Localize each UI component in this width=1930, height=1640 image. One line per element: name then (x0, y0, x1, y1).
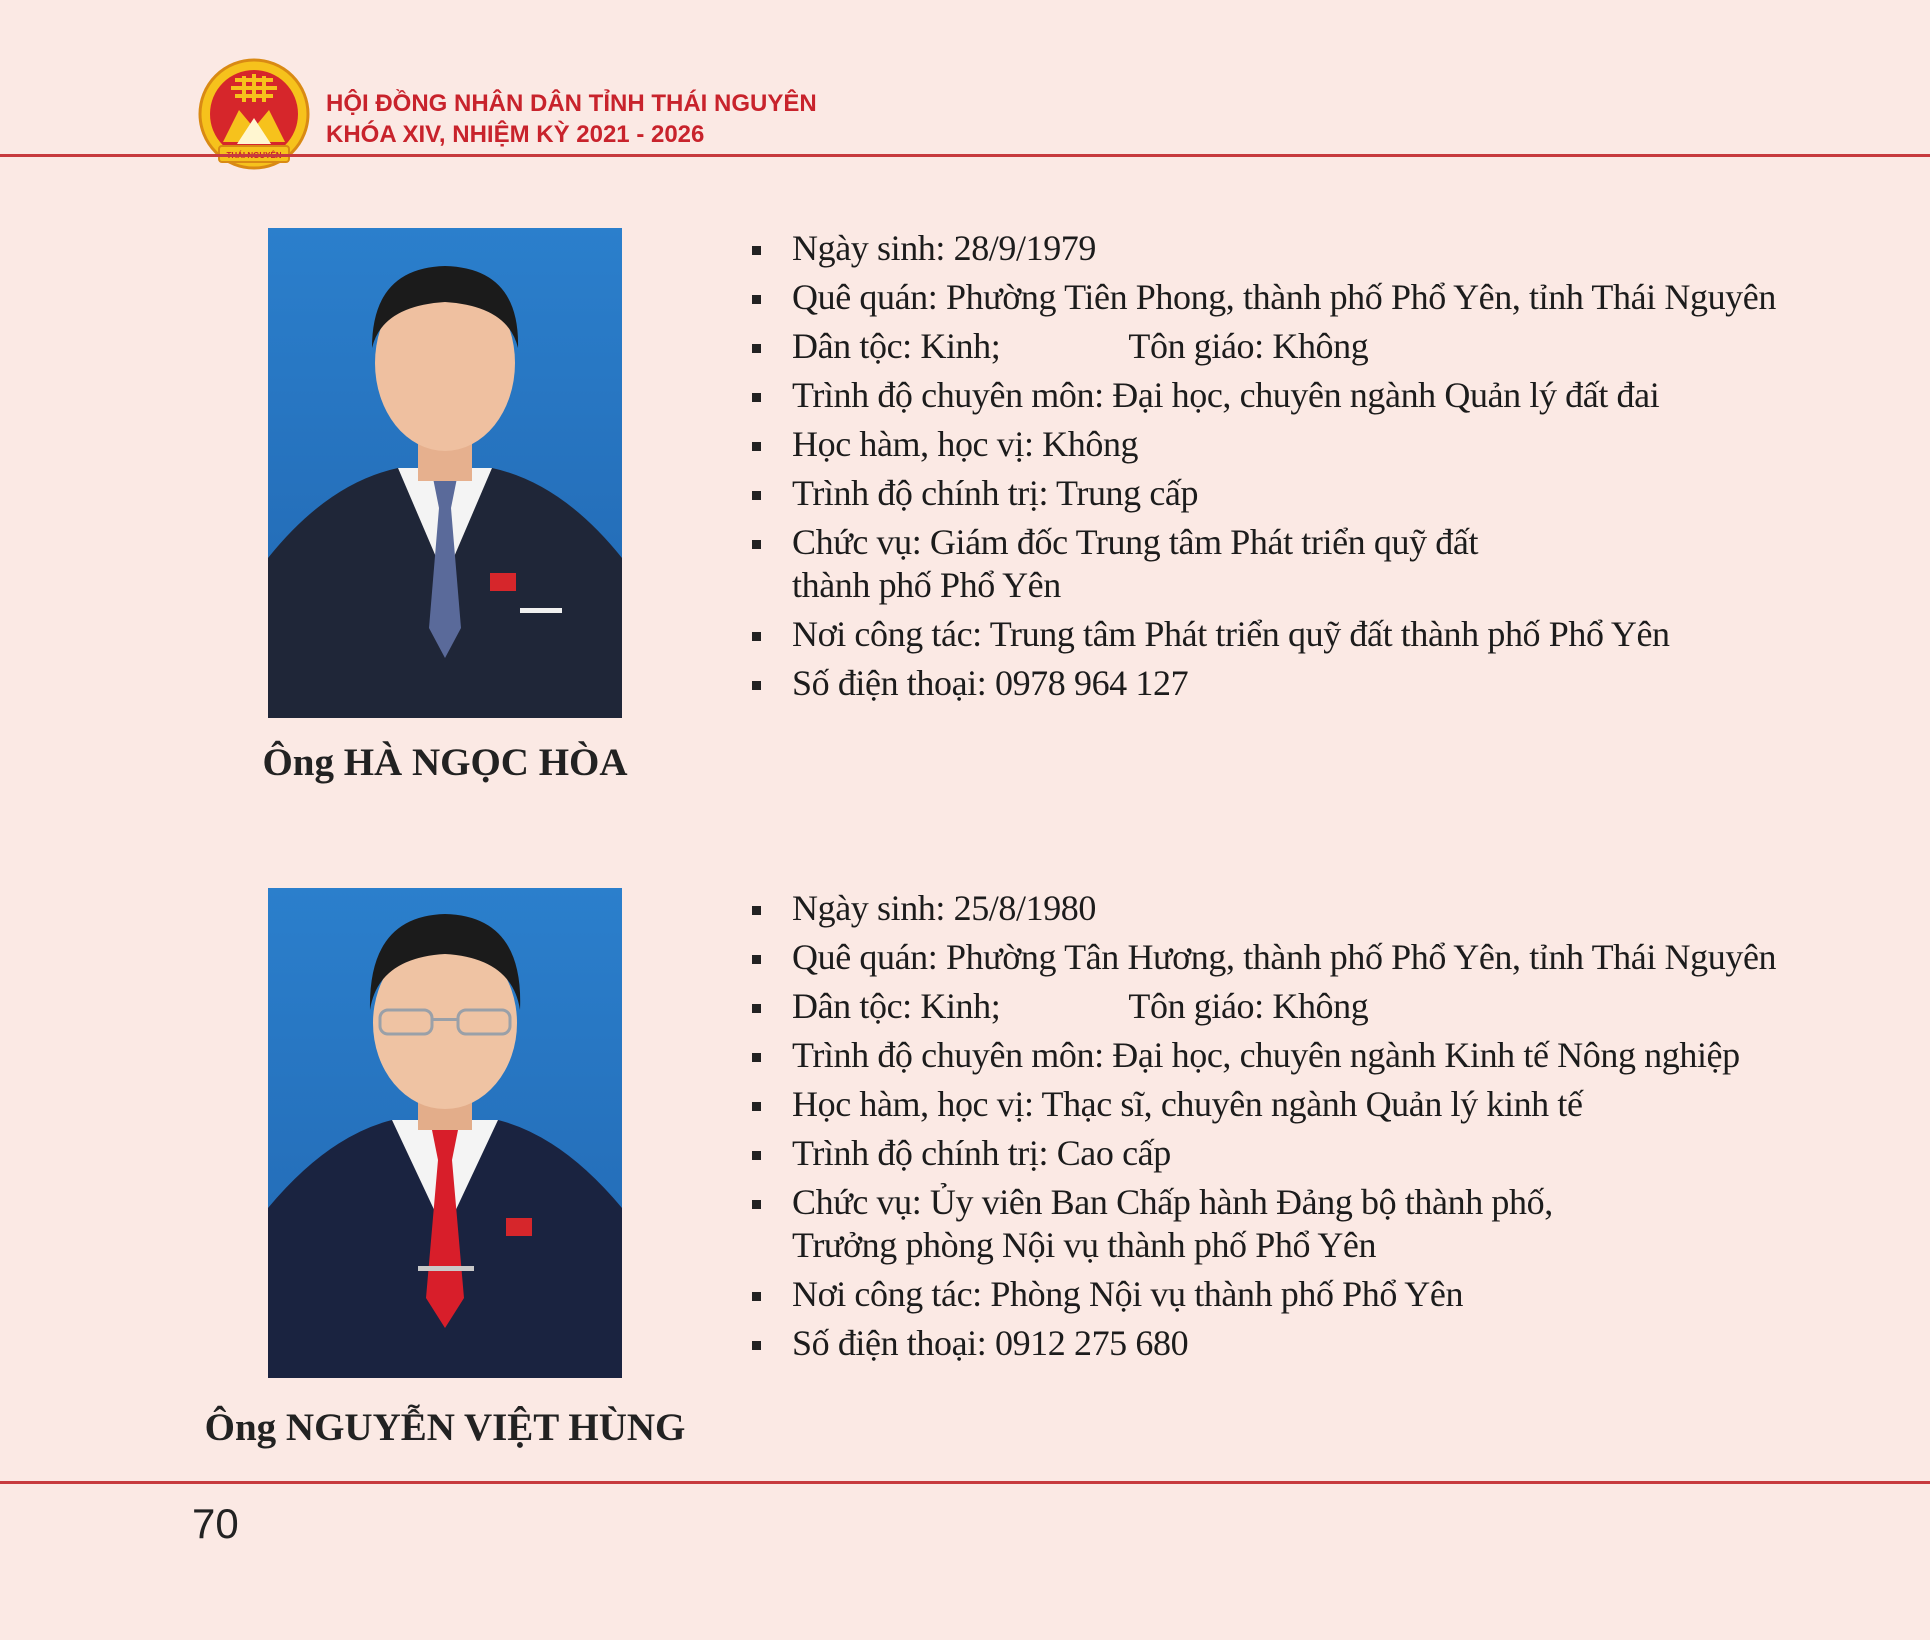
delegate-photo (268, 888, 622, 1378)
list-item: Trình độ chuyên môn: Đại học, chuyên ngành Quản lý đất đai (750, 374, 1900, 417)
footer-divider (0, 1481, 1930, 1484)
list-item: Quê quán: Phường Tân Hương, thành phố Phổ Yên, tỉnh Thái Nguyên (750, 936, 1900, 979)
bullet-icon (752, 344, 761, 353)
list-item: Ngày sinh: 25/8/1980 (750, 887, 1900, 930)
list-item: Dân tộc: Kinh; Tôn giáo: Không (750, 325, 1900, 368)
bullet-icon (752, 491, 761, 500)
list-item: Chức vụ: Giám đốc Trung tâm Phát triển quỹ đất thành phố Phổ Yên (750, 521, 1900, 607)
list-item: Quê quán: Phường Tiên Phong, thành phố Phổ Yên, tỉnh Thái Nguyên (750, 276, 1900, 319)
list-item: Nơi công tác: Phòng Nội vụ thành phố Phổ Yên (750, 1273, 1900, 1316)
list-item: Số điện thoại: 0978 964 127 (750, 662, 1900, 705)
list-item: Học hàm, học vị: Thạc sĩ, chuyên ngành Quản lý kinh tế (750, 1083, 1900, 1126)
header-line-1: HỘI ĐỒNG NHÂN DÂN TỈNH THÁI NGUYÊN (326, 90, 817, 117)
list-item: Ngày sinh: 28/9/1979 (750, 227, 1900, 270)
list-item: Nơi công tác: Trung tâm Phát triển quỹ đất thành phố Phổ Yên (750, 613, 1900, 656)
list-item: Trình độ chuyên môn: Đại học, chuyên ngành Kinh tế Nông nghiệp (750, 1034, 1900, 1077)
bullet-icon (752, 1341, 761, 1350)
list-item: Số điện thoại: 0912 275 680 (750, 1322, 1900, 1365)
bullet-icon (752, 442, 761, 451)
header-divider (0, 154, 1930, 157)
list-item: Dân tộc: Kinh; Tôn giáo: Không (750, 985, 1900, 1028)
delegate-info-list (750, 227, 1900, 711)
delegate-photo (268, 228, 622, 718)
list-item: Trình độ chính trị: Trung cấp (750, 472, 1900, 515)
list-item: Học hàm, học vị: Không (750, 423, 1900, 466)
bullet-icon (752, 681, 761, 690)
bullet-icon (752, 906, 761, 915)
bullet-icon (752, 1200, 761, 1209)
bullet-icon (752, 246, 761, 255)
list-item: Chức vụ: Ủy viên Ban Chấp hành Đảng bộ thành phố, Trưởng phòng Nội vụ thành phố Phổ Yên (750, 1181, 1900, 1267)
bullet-icon (752, 1292, 761, 1301)
bullet-icon (752, 295, 761, 304)
header-line-2: KHÓA XIV, NHIỆM KỲ 2021 - 2026 (326, 121, 705, 148)
bullet-icon (752, 1151, 761, 1160)
header-title (326, 88, 817, 150)
list-item: Trình độ chính trị: Cao cấp (750, 1132, 1900, 1175)
bullet-icon (752, 393, 761, 402)
bullet-icon (752, 632, 761, 641)
page-number: 70 (192, 1500, 239, 1547)
bullet-icon (752, 1053, 761, 1062)
emblem-icon (197, 58, 311, 178)
bullet-icon (752, 1102, 761, 1111)
bullet-icon (752, 540, 761, 549)
delegate-name: Ông HÀ NGỌC HÒA (262, 741, 628, 784)
bullet-icon (752, 955, 761, 964)
delegate-name: Ông NGUYỄN VIỆT HÙNG (204, 1406, 686, 1449)
bullet-icon (752, 1004, 761, 1013)
delegate-info-list (750, 887, 1900, 1371)
